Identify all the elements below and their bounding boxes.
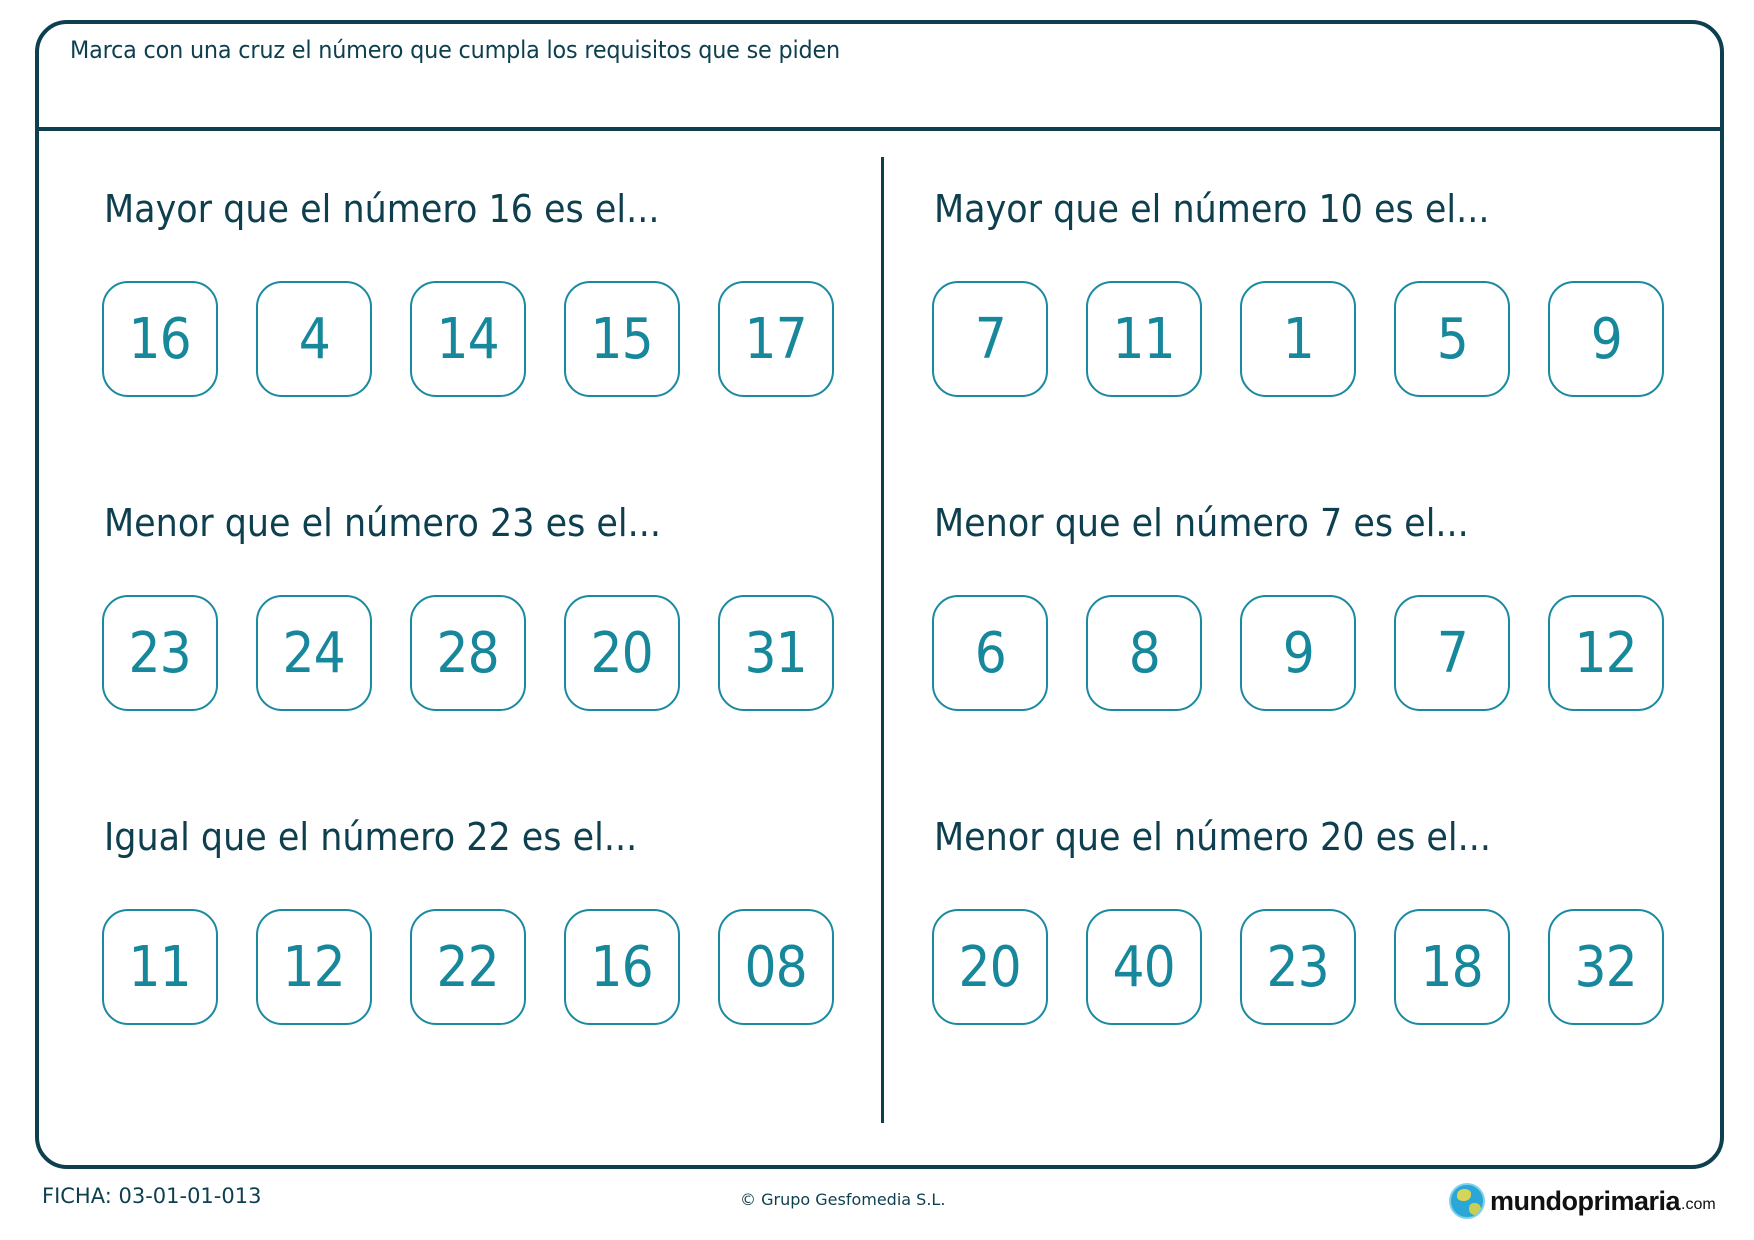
option-box[interactable] xyxy=(932,909,1048,1025)
exercise-heading: Menor que el número 7 es el... xyxy=(934,501,1469,545)
logo-name: mundoprimaria xyxy=(1490,1185,1681,1216)
option-value: 40 xyxy=(1112,934,1176,1000)
option-value: 12 xyxy=(1574,620,1638,686)
worksheet-code: FICHA: 03-01-01-013 xyxy=(42,1184,262,1208)
instruction-text: Marca con una cruz el número que cumpla los requisitos que se piden xyxy=(70,36,841,64)
option-value: 31 xyxy=(744,620,808,686)
option-box[interactable] xyxy=(256,595,372,711)
exercise-heading: Menor que el número 23 es el... xyxy=(104,501,661,545)
option-value: 20 xyxy=(958,934,1022,1000)
option-value: 12 xyxy=(282,934,346,1000)
option-value: 24 xyxy=(282,620,346,686)
option-box[interactable] xyxy=(564,595,680,711)
option-value: 20 xyxy=(590,620,654,686)
option-value: 9 xyxy=(1590,306,1622,372)
exercise-heading: Menor que el número 20 es el... xyxy=(934,815,1491,859)
option-value: 18 xyxy=(1420,934,1484,1000)
option-value: 1 xyxy=(1282,306,1314,372)
option-value: 8 xyxy=(1128,620,1160,686)
exercise-heading: Mayor que el número 10 es el... xyxy=(934,187,1490,231)
option-value: 11 xyxy=(128,934,192,1000)
option-value: 7 xyxy=(1436,620,1468,686)
option-value: 16 xyxy=(128,306,192,372)
option-box[interactable] xyxy=(718,281,834,397)
option-box[interactable] xyxy=(410,281,526,397)
option-box[interactable] xyxy=(1086,595,1202,711)
mundoprimaria-logo[interactable] xyxy=(1449,1181,1716,1221)
column-divider xyxy=(881,157,884,1123)
option-value: 28 xyxy=(436,620,500,686)
option-value: 11 xyxy=(1112,306,1176,372)
exercise-4 xyxy=(932,186,1692,466)
option-box[interactable] xyxy=(1086,909,1202,1025)
option-value: 14 xyxy=(436,306,500,372)
option-box[interactable] xyxy=(718,909,834,1025)
option-box[interactable] xyxy=(102,595,218,711)
option-box[interactable] xyxy=(932,281,1048,397)
option-box[interactable] xyxy=(1086,281,1202,397)
option-box[interactable] xyxy=(1394,595,1510,711)
option-box[interactable] xyxy=(1548,595,1664,711)
copyright-text: © Grupo Gesfomedia S.L. xyxy=(740,1190,946,1209)
option-box[interactable] xyxy=(1548,281,1664,397)
option-box[interactable] xyxy=(1548,909,1664,1025)
option-box[interactable] xyxy=(1240,281,1356,397)
option-value: 9 xyxy=(1282,620,1314,686)
option-value: 5 xyxy=(1436,306,1468,372)
option-value: 23 xyxy=(1266,934,1330,1000)
exercise-2 xyxy=(102,500,862,780)
exercise-3 xyxy=(102,814,862,1094)
option-box[interactable] xyxy=(1394,281,1510,397)
option-value: 08 xyxy=(744,934,808,1000)
option-box[interactable] xyxy=(256,281,372,397)
option-value: 6 xyxy=(974,620,1006,686)
option-box[interactable] xyxy=(102,909,218,1025)
exercise-heading: Igual que el número 22 es el... xyxy=(104,815,638,859)
option-value: 22 xyxy=(436,934,500,1000)
option-box[interactable] xyxy=(410,595,526,711)
header-divider xyxy=(35,127,1724,131)
option-box[interactable] xyxy=(410,909,526,1025)
exercise-heading: Mayor que el número 16 es el... xyxy=(104,187,660,231)
option-box[interactable] xyxy=(256,909,372,1025)
option-box[interactable] xyxy=(718,595,834,711)
exercise-6 xyxy=(932,814,1692,1094)
logo-tld: .com xyxy=(1681,1196,1716,1213)
option-box[interactable] xyxy=(932,595,1048,711)
exercise-1 xyxy=(102,186,862,466)
option-value: 23 xyxy=(128,620,192,686)
option-value: 4 xyxy=(298,306,330,372)
option-box[interactable] xyxy=(102,281,218,397)
option-box[interactable] xyxy=(1240,909,1356,1025)
option-value: 7 xyxy=(974,306,1006,372)
option-box[interactable] xyxy=(564,281,680,397)
globe-icon xyxy=(1449,1183,1485,1219)
option-value: 15 xyxy=(590,306,654,372)
option-box[interactable] xyxy=(1240,595,1356,711)
option-value: 32 xyxy=(1574,934,1638,1000)
option-value: 17 xyxy=(744,306,808,372)
option-value: 16 xyxy=(590,934,654,1000)
option-box[interactable] xyxy=(1394,909,1510,1025)
option-box[interactable] xyxy=(564,909,680,1025)
exercise-5 xyxy=(932,500,1692,780)
